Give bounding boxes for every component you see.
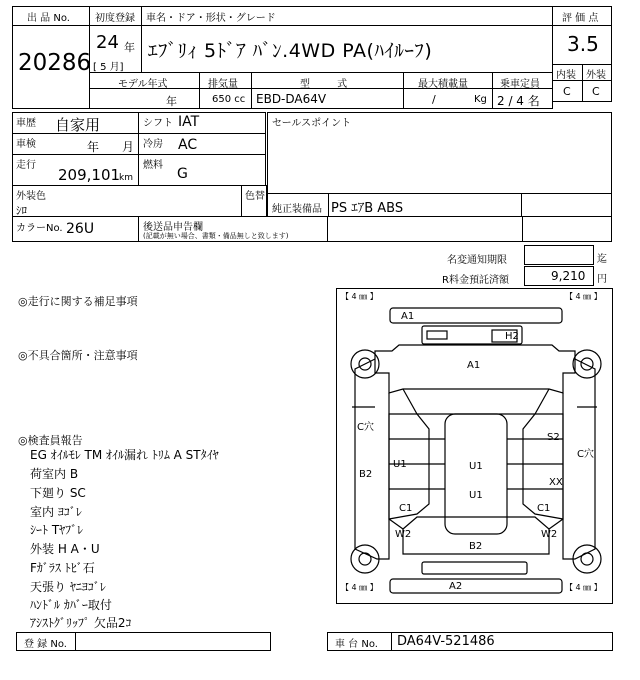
defects-title: ◎不具合箇所・注意事項 <box>18 349 138 362</box>
damage-mark: C穴 <box>357 422 374 433</box>
color-no-label: カラーNo. <box>16 223 63 234</box>
max-load-label: 最大積載量 <box>418 79 468 90</box>
lot-label: 出 品 No. <box>27 13 70 24</box>
inspector-line: ｱｼｽﾄｸﾞﾘｯﾌﾟ 欠品2ｺ <box>30 616 132 630</box>
displacement-label: 排気量 <box>208 79 238 90</box>
damage-mark: B2 <box>469 541 483 552</box>
exterior-grade: C <box>592 85 600 98</box>
shift-label: シフト <box>143 118 173 129</box>
aftermarket-note: (記載が無い場合、書類・備品無しと致します) <box>143 232 289 240</box>
ext-color-value: ｼﾛ <box>16 204 27 217</box>
inspector-line: EG ｵｲﾙﾓﾚ TM ｵｲﾙ漏れ ﾄﾘﾑ A STﾀｲﾔ <box>30 448 219 462</box>
inspector-line: 外装 H A・U <box>30 542 100 556</box>
chassis-number: DA64V-521486 <box>397 634 495 649</box>
equipment-extra-cell <box>521 193 612 217</box>
fuel-label: 燃料 <box>143 160 163 171</box>
aftermarket-label: 後送品申告欄 <box>143 222 203 233</box>
inspector-line: ﾊﾝﾄﾞﾙ ｶﾊﾞｰ取付 <box>30 598 112 612</box>
inspector-title: ◎検査員報告 <box>18 434 83 447</box>
damage-mark: W2 <box>395 529 412 540</box>
car-name: ｴﾌﾞﾘｨ 5ﾄﾞｱ ﾊﾞﾝ.4WD PA(ﾊｲﾙｰﾌ) <box>148 40 433 62</box>
damage-mark: B2 <box>359 469 373 480</box>
name-change-label: 名変通知期限 <box>447 255 507 266</box>
score-value: 3.5 <box>567 32 599 56</box>
ext-color-cell <box>12 185 242 217</box>
damage-mark: C1 <box>399 503 413 514</box>
car-diagram-drawing <box>337 289 612 603</box>
lot-number: 20286 <box>18 50 92 76</box>
inspection-label: 車検 <box>16 139 36 150</box>
first-reg-label: 初度登録 <box>95 13 135 24</box>
inspector-line: 荷室内 B <box>30 467 79 481</box>
name-label: 車名・ドア・形状・グレード <box>146 13 276 24</box>
score-label: 評 価 点 <box>562 13 599 24</box>
damage-mark: H2 <box>505 331 519 342</box>
color-no-value: 26U <box>66 221 95 237</box>
inspector-line: 天張り ﾔﾆﾖｺﾞﾚ <box>30 580 106 594</box>
model-year-unit: 年 <box>166 95 177 108</box>
displacement-value: 650 cc <box>212 94 246 105</box>
inspector-line: 室内 ﾖｺﾞﾚ <box>30 505 82 519</box>
reg-year-unit: 年 <box>124 41 135 54</box>
inspection-year: 年 <box>87 140 100 154</box>
history-value: 自家用 <box>55 116 101 134</box>
inspector-line: ｼｰﾄ Tﾔﾌﾞﾚ <box>30 523 84 537</box>
equipment-label: 純正装備品 <box>272 204 322 215</box>
mileage-unit: km <box>119 173 133 183</box>
recycle-unit: 円 <box>597 274 607 285</box>
chassis-label: 車 台 No. <box>335 639 378 650</box>
interior-grade: C <box>563 85 571 98</box>
shift-value: IAT <box>178 114 200 130</box>
tire-tread-bottom-right: 【 4 ㎜ 】 <box>565 583 602 592</box>
damage-mark: XX <box>549 477 563 488</box>
damage-mark: S2 <box>547 432 560 443</box>
tire-tread-top-right: 【 4 ㎜ 】 <box>565 292 602 301</box>
sales-point-label: セールスポイント <box>272 118 352 129</box>
reg-no-label: 登 録 No. <box>24 639 67 650</box>
type-label: 型 式 <box>300 79 360 90</box>
name-change-cell <box>524 245 594 265</box>
ac-value: AC <box>178 137 198 153</box>
damage-mark: U1 <box>469 490 483 501</box>
reg-month: [ 5 月] <box>93 62 124 73</box>
equipment-value: PS ｴｱB ABS <box>331 201 404 216</box>
reg-year: 24 <box>96 32 119 53</box>
tire-tread-top-left: 【 4 ㎜ 】 <box>341 292 378 301</box>
tire-tread-bottom-left: 【 4 ㎜ 】 <box>341 583 378 592</box>
recycle-amount: 9,210 <box>551 269 586 283</box>
max-load-value: / <box>432 93 436 106</box>
inspector-line: Fｶﾞﾗｽ ﾄﾋﾞ石 <box>30 561 95 575</box>
damage-mark: W2 <box>541 529 558 540</box>
capacity-label: 乗車定員 <box>500 79 540 90</box>
damage-mark: A1 <box>401 311 415 322</box>
fuel-value: G <box>177 166 188 182</box>
recycle-label: R料金預託済額 <box>442 275 509 286</box>
model-year-cell <box>89 88 200 109</box>
inspection-month: 月 <box>122 140 135 154</box>
damage-mark: C穴 <box>577 449 594 460</box>
mileage-value: 209,101 <box>58 166 121 184</box>
damage-mark: C1 <box>537 503 551 514</box>
reg-no-value-cell <box>75 632 271 651</box>
ext-color-label: 外装色 <box>16 191 46 202</box>
damage-mark: A2 <box>449 581 463 592</box>
driving-notes-title: ◎走行に関する補足事項 <box>18 295 138 308</box>
model-year-label: モデル年式 <box>118 79 168 90</box>
damage-mark: A1 <box>467 360 481 371</box>
after-extra-2 <box>522 216 612 242</box>
damage-mark: U1 <box>393 459 407 470</box>
capacity-value: 2 / 4 名 <box>497 94 540 108</box>
model-code: EBD-DA64V <box>256 92 327 106</box>
interior-label: 内装 <box>556 70 576 81</box>
max-load-unit: Kg <box>474 94 487 105</box>
ac-label: 冷房 <box>143 139 163 150</box>
color-change-label: 色替 <box>245 191 265 202</box>
name-change-unit: 迄 <box>597 254 607 265</box>
inspector-line: 下廻り SC <box>30 486 86 500</box>
car-diagram-frame <box>336 288 613 604</box>
history-label: 車歴 <box>16 118 36 129</box>
exterior-label: 外装 <box>586 70 606 81</box>
damage-mark: U1 <box>469 461 483 472</box>
mileage-label: 走行 <box>16 160 36 171</box>
after-extra-1 <box>327 216 523 242</box>
